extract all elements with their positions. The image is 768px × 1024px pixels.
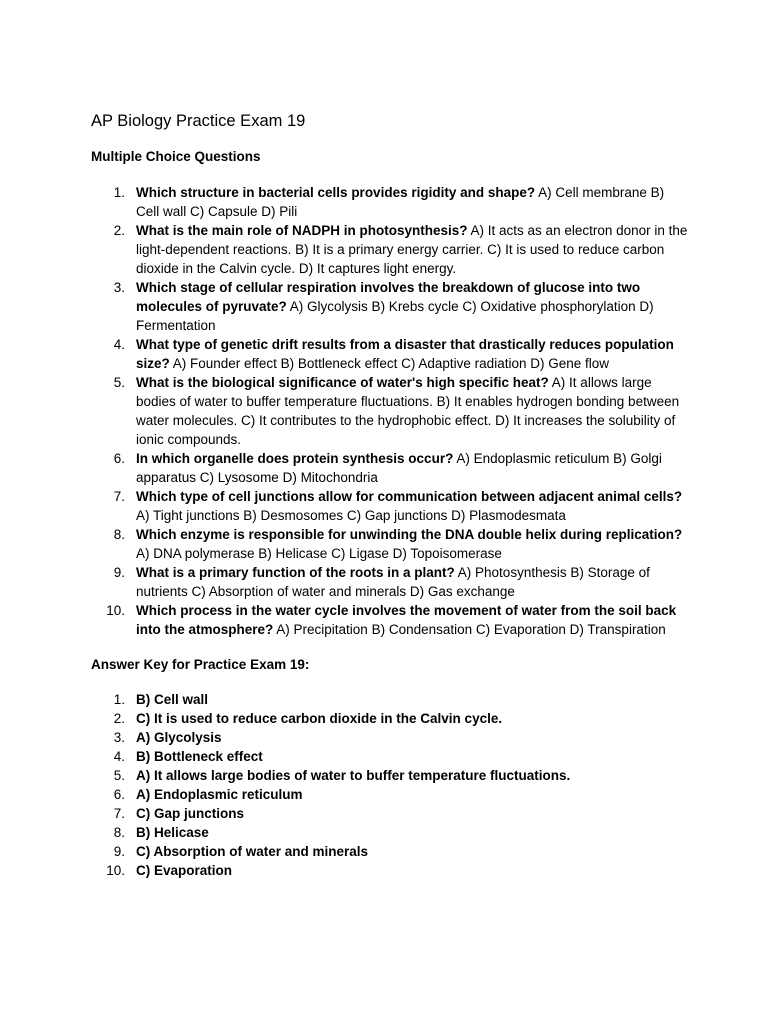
- question-item: [91, 221, 691, 278]
- question-text: Which enzyme is responsible for unwinding the DNA double helix during replication?: [136, 527, 683, 542]
- answer-number: 5.: [113, 768, 125, 783]
- page-title: AP Biology Practice Exam 19: [91, 112, 306, 130]
- answer-number: 10.: [106, 863, 125, 878]
- question-options: A) Glycolysis B) Krebs cycle C) Oxidative phosphorylation D) Fermentation: [136, 299, 654, 333]
- question-options: A) Tight junctions B) Desmosomes C) Gap junctions D) Plasmodesmata: [136, 508, 566, 523]
- question-number: 10.: [106, 603, 125, 618]
- answer-text: B) Cell wall: [136, 692, 209, 707]
- question-item: [91, 563, 691, 601]
- answer-item: [91, 747, 691, 766]
- answer-number: 7.: [113, 806, 125, 821]
- question-item: [91, 525, 691, 563]
- answer-number: 2.: [113, 711, 125, 726]
- question-number: 2.: [113, 223, 125, 238]
- answer-text: A) Glycolysis: [136, 730, 222, 745]
- answer-text: C) Evaporation: [136, 863, 233, 878]
- question-text: Which structure in bacterial cells provides rigidity and shape?: [136, 185, 536, 200]
- question-text: What is the main role of NADPH in photosynthesis?: [136, 223, 468, 238]
- question-text: What type of genetic drift results from a disaster that drastically reduces population size?: [136, 337, 674, 371]
- question-options: A) It acts as an electron donor in the light-dependent reactions. B) It is a primary energy carrier. C) It is used to reduce carbon dioxide in the Calvin cycle. D) It captures light energy.: [136, 223, 688, 276]
- question-options: A) Endoplasmic reticulum B) Golgi apparatus C) Lysosome D) Mitochondria: [136, 451, 662, 485]
- answer-text: B) Bottleneck effect: [136, 749, 263, 764]
- question-item: [91, 487, 691, 525]
- question-options: A) DNA polymerase B) Helicase C) Ligase D) Topoisomerase: [136, 546, 502, 561]
- question-options: A) Precipitation B) Condensation C) Evaporation D) Transpiration: [273, 622, 666, 637]
- answer-text: C) Absorption of water and minerals: [136, 844, 369, 859]
- question-options: A) Photosynthesis B) Storage of nutrients C) Absorption of water and minerals D) Gas exchange: [136, 565, 650, 599]
- question-list: [91, 183, 691, 639]
- answer-item: [91, 804, 691, 823]
- answer-number: 3.: [113, 730, 125, 745]
- answer-number: 1.: [113, 692, 125, 707]
- question-number: 1.: [113, 185, 125, 200]
- answer-item: [91, 709, 691, 728]
- question-options: A) It allows large bodies of water to buffer temperature fluctuations. B) It enables hydrogen bonding between water molecules. C) It contributes to the hydrophobic effect. D) It increases the solubility of ionic compounds.: [136, 375, 680, 447]
- answer-item: [91, 785, 691, 804]
- question-text: What is a primary function of the roots in a plant?: [136, 565, 455, 580]
- answer-item: [91, 823, 691, 842]
- question-options: A) Founder effect B) Bottleneck effect C) Adaptive radiation D) Gene flow: [169, 356, 609, 371]
- answer-list: [91, 690, 691, 880]
- answer-number: 4.: [113, 749, 125, 764]
- question-options: A) Cell membrane B) Cell wall C) Capsule D) Pili: [136, 185, 665, 219]
- question-text: In which organelle does protein synthesis occur?: [136, 451, 454, 466]
- question-number: 9.: [113, 565, 125, 580]
- question-item: [91, 601, 691, 639]
- question-text: Which stage of cellular respiration involves the breakdown of glucose into two molecules of pyruvate?: [136, 280, 641, 314]
- question-item: [91, 449, 691, 487]
- answer-text: B) Helicase: [136, 825, 209, 840]
- question-number: 3.: [113, 280, 125, 295]
- question-text: Which type of cell junctions allow for communication between adjacent animal cells?: [136, 489, 683, 504]
- question-item: [91, 373, 691, 449]
- answer-item: [91, 861, 691, 880]
- question-number: 7.: [113, 489, 125, 504]
- question-number: 4.: [113, 337, 125, 352]
- answer-item: [91, 728, 691, 747]
- question-number: 6.: [113, 451, 125, 466]
- answer-text: A) It allows large bodies of water to buffer temperature fluctuations.: [136, 768, 571, 783]
- answer-item: [91, 766, 691, 785]
- question-item: [91, 335, 691, 373]
- question-number: 8.: [113, 527, 125, 542]
- answer-key-heading: Answer Key for Practice Exam 19:: [91, 657, 310, 672]
- document-page: [91, 110, 691, 880]
- question-text: What is the biological significance of water's high specific heat?: [136, 375, 549, 390]
- answer-number: 8.: [113, 825, 125, 840]
- mcq-heading: Multiple Choice Questions: [91, 149, 261, 164]
- answer-text: C) Gap junctions: [136, 806, 244, 821]
- answer-number: 6.: [113, 787, 125, 802]
- answer-item: [91, 842, 691, 861]
- answer-text: A) Endoplasmic reticulum: [136, 787, 303, 802]
- answer-item: [91, 690, 691, 709]
- question-item: [91, 183, 691, 221]
- answer-number: 9.: [113, 844, 125, 859]
- question-number: 5.: [113, 375, 125, 390]
- question-text: Which process in the water cycle involves the movement of water from the soil back into the atmosphere?: [136, 603, 677, 637]
- answer-text: C) It is used to reduce carbon dioxide in the Calvin cycle.: [136, 711, 503, 726]
- question-item: [91, 278, 691, 335]
